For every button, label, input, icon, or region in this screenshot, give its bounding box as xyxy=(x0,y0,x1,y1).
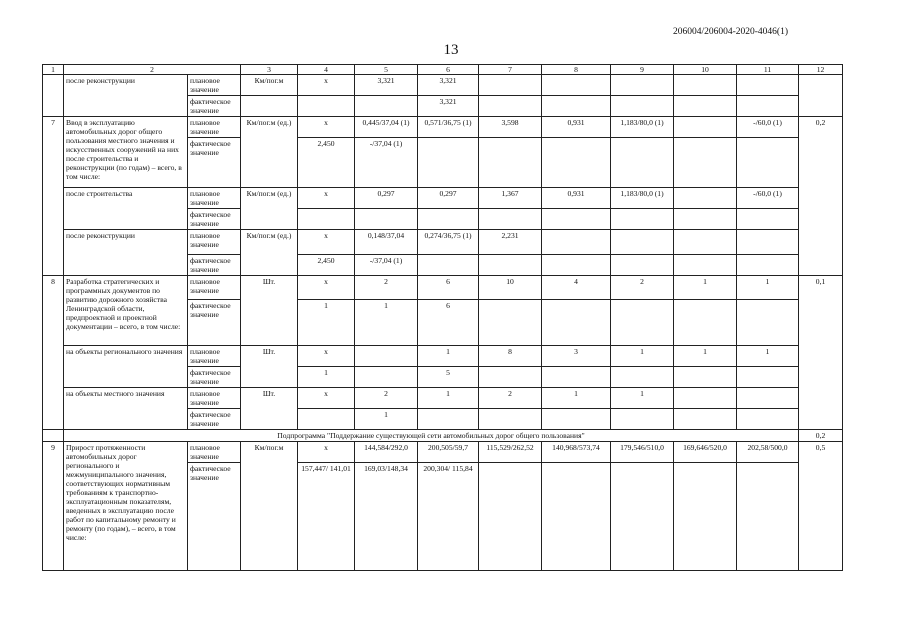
weight-cell: 0,5 xyxy=(799,442,843,571)
value-cell: 4 xyxy=(542,276,611,300)
indicator-name: Прирост протяженности автомобильных дорог регионального и межмуниципального значения, соответствующих нормативным требованиям к транспортно-эксплуатационным показателям, введенных в эксплуатацию после работ по капитальному ремонту и ремонту (по годам), – всего, в том числе: xyxy=(64,442,188,571)
unit-cell: Шт. xyxy=(241,276,298,346)
value-cell: 202,58/500,0 xyxy=(737,442,799,463)
value-cell: 6 xyxy=(418,276,479,300)
value-cell: х xyxy=(298,346,355,367)
col-header: 5 xyxy=(355,65,418,75)
value-cell: 157,447/ 141,01 xyxy=(298,463,355,571)
value-cell: 0,571/36,75 (1) xyxy=(418,117,479,138)
value-type-label: фактическое значение xyxy=(188,463,241,571)
document-reference: 206004/206004-2020-4046(1) xyxy=(672,27,788,37)
value-cell: х xyxy=(298,388,355,409)
unit-cell: Км/пог.м xyxy=(241,75,298,96)
value-cell: 8 xyxy=(479,346,542,367)
value-cell: х xyxy=(298,75,355,96)
value-cell: 1 xyxy=(674,346,737,367)
subprogram-weight: 0,2 xyxy=(799,430,843,442)
table-row xyxy=(43,346,843,367)
value-cell: 2,231 xyxy=(479,230,542,255)
value-cell: 1 xyxy=(674,276,737,300)
col-header: 6 xyxy=(418,65,479,75)
col-header: 7 xyxy=(479,65,542,75)
value-cell: 140,968/573,74 xyxy=(542,442,611,463)
value-type-label: плановое значение xyxy=(188,230,241,255)
weight-cell: 0,1 xyxy=(799,276,843,430)
value-cell: 2,450 xyxy=(298,138,355,188)
value-type-label: плановое значение xyxy=(188,388,241,409)
value-cell: 1,183/80,0 (1) xyxy=(611,117,674,138)
value-cell: 2 xyxy=(611,276,674,300)
unit-cell: Шт. xyxy=(241,346,298,388)
unit-cell: Км/пог.м (ед.) xyxy=(241,117,298,188)
col-header: 8 xyxy=(542,65,611,75)
value-cell: 2,450 xyxy=(298,255,355,276)
page-number: 13 xyxy=(443,42,459,58)
value-cell: 1 xyxy=(737,346,799,367)
value-cell: 169,646/520,0 xyxy=(674,442,737,463)
col-header: 1 xyxy=(43,65,64,75)
value-type-label: фактическое значение xyxy=(188,96,241,117)
value-type-label: фактическое значение xyxy=(188,138,241,188)
value-cell: 0,148/37,04 xyxy=(355,230,418,255)
indicator-name: на объекты местного значения xyxy=(64,388,188,430)
value-cell: -/60,0 (1) xyxy=(737,117,799,138)
value-cell: 200,304/ 115,84 xyxy=(418,463,479,571)
value-cell: 3,598 xyxy=(479,117,542,138)
table-row xyxy=(43,388,843,409)
subprogram-row xyxy=(43,430,843,442)
value-cell: -/37,04 (1) xyxy=(355,138,418,188)
table-row xyxy=(43,230,843,255)
indicator-name: после реконструкции xyxy=(64,75,188,117)
indicators-table xyxy=(42,64,843,571)
value-cell: 1 xyxy=(298,367,355,388)
table-row xyxy=(43,75,843,96)
value-cell: 115,529/262,52 xyxy=(479,442,542,463)
value-type-label: фактическое значение xyxy=(188,409,241,430)
col-header: 4 xyxy=(298,65,355,75)
table-row xyxy=(43,442,843,463)
value-type-label: фактическое значение xyxy=(188,255,241,276)
subprogram-title: Подпрограмма "Поддержание существующей сети автомобильных дорог общего пользования" xyxy=(64,430,799,442)
value-cell: 1 xyxy=(355,300,418,346)
value-cell: 2 xyxy=(355,276,418,300)
value-cell: 0,931 xyxy=(542,117,611,138)
value-type-label: фактическое значение xyxy=(188,209,241,230)
value-cell: 144,584/292,0 xyxy=(355,442,418,463)
col-header: 12 xyxy=(799,65,843,75)
col-header: 9 xyxy=(611,65,674,75)
weight-cell: 0,2 xyxy=(799,117,843,276)
value-cell: 5 xyxy=(418,367,479,388)
value-cell: 0,445/37,04 (1) xyxy=(355,117,418,138)
value-cell: 3,321 xyxy=(418,75,479,96)
value-cell: 1 xyxy=(298,300,355,346)
value-cell: 0,274/36,75 (1) xyxy=(418,230,479,255)
unit-cell: Км/пог.м (ед.) xyxy=(241,188,298,230)
indicator-name: на объекты регионального значения xyxy=(64,346,188,388)
value-cell: 0,931 xyxy=(542,188,611,209)
value-type-label: плановое значение xyxy=(188,188,241,209)
value-cell: -/60,0 (1) xyxy=(737,188,799,209)
value-cell: 0,297 xyxy=(418,188,479,209)
value-cell: 1 xyxy=(542,388,611,409)
row-number: 8 xyxy=(43,276,64,430)
col-header: 10 xyxy=(674,65,737,75)
value-cell: х xyxy=(298,117,355,138)
value-cell: 1 xyxy=(418,346,479,367)
value-cell: х xyxy=(298,188,355,209)
value-cell: 1 xyxy=(611,346,674,367)
value-cell: 2 xyxy=(355,388,418,409)
indicator-name: Ввод в эксплуатацию автомобильных дорог общего пользования местного значения и искусственных сооружений на них после строительства и реконструкции (по годам) – всего, в том числе: xyxy=(64,117,188,188)
value-cell: 3 xyxy=(542,346,611,367)
row-number: 7 xyxy=(43,117,64,276)
value-cell: 1 xyxy=(611,388,674,409)
value-cell: 1,183/80,0 (1) xyxy=(611,188,674,209)
value-cell: 1 xyxy=(737,276,799,300)
value-cell: -/37,04 (1) xyxy=(355,255,418,276)
value-type-label: плановое значение xyxy=(188,75,241,96)
table-row xyxy=(43,188,843,209)
unit-cell: Шт. xyxy=(241,388,298,430)
value-cell: 10 xyxy=(479,276,542,300)
value-cell: 0,297 xyxy=(355,188,418,209)
indicator-name: Разработка стратегических и программных документов по развитию дорожного хозяйства Ленинградской области, предпроектной и проектной документации – всего, в том числе: xyxy=(64,276,188,346)
value-type-label: фактическое значение xyxy=(188,300,241,346)
value-type-label: плановое значение xyxy=(188,346,241,367)
value-cell: 1,367 xyxy=(479,188,542,209)
table-row xyxy=(43,276,843,300)
row-number: 9 xyxy=(43,442,64,571)
value-cell: 3,321 xyxy=(355,75,418,96)
value-type-label: фактическое значение xyxy=(188,367,241,388)
column-number-row xyxy=(43,65,843,75)
value-cell: х xyxy=(298,442,355,463)
value-type-label: плановое значение xyxy=(188,442,241,463)
col-header: 2 xyxy=(64,65,241,75)
value-cell: 179,546/510,0 xyxy=(611,442,674,463)
value-cell: х xyxy=(298,276,355,300)
table-row xyxy=(43,117,843,138)
value-type-label: плановое значение xyxy=(188,276,241,300)
indicator-name: после строительства xyxy=(64,188,188,230)
value-cell: 1 xyxy=(418,388,479,409)
value-cell: 2 xyxy=(479,388,542,409)
value-cell: 169,03/148,34 xyxy=(355,463,418,571)
value-cell: 3,321 xyxy=(418,96,479,117)
col-header: 3 xyxy=(241,65,298,75)
indicator-name: после реконструкции xyxy=(64,230,188,276)
value-cell: 1 xyxy=(355,409,418,430)
unit-cell: Км/пог.м xyxy=(241,442,298,571)
value-type-label: плановое значение xyxy=(188,117,241,138)
unit-cell: Км/пог.м (ед.) xyxy=(241,230,298,276)
value-cell: 200,505/59,7 xyxy=(418,442,479,463)
value-cell: х xyxy=(298,230,355,255)
value-cell: 6 xyxy=(418,300,479,346)
col-header: 11 xyxy=(737,65,799,75)
